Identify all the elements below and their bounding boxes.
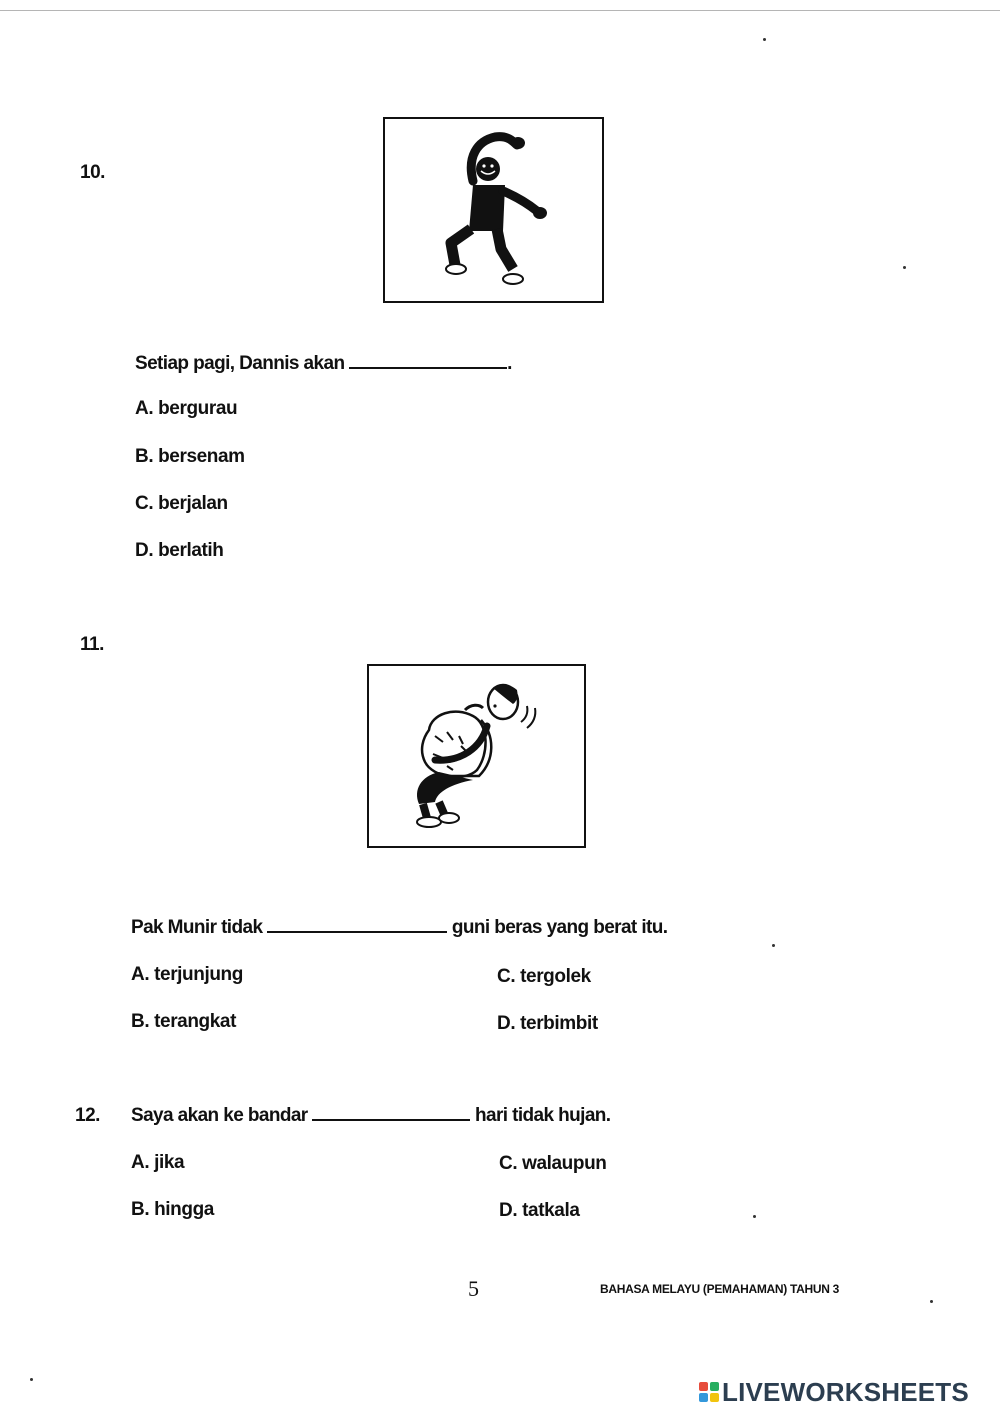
option-text: bersenam <box>158 446 245 467</box>
option-letter: C. <box>499 1153 518 1174</box>
option-letter: B. <box>131 1199 150 1220</box>
option-text: hingga <box>154 1199 214 1220</box>
option-text: terangkat <box>154 1011 237 1032</box>
stem-text-before: Pak Munir tidak <box>131 917 263 938</box>
option-d[interactable] <box>499 1200 580 1222</box>
stem-text-before: Saya akan ke bandar <box>131 1105 308 1126</box>
answer-blank[interactable] <box>312 1105 470 1121</box>
option-text: walaupun <box>522 1153 607 1174</box>
stem-text-after: guni beras yang berat itu. <box>451 917 668 938</box>
option-letter: A. <box>131 1152 150 1173</box>
answer-blank[interactable] <box>349 353 507 369</box>
option-letter: C. <box>135 493 154 514</box>
option-text: bergurau <box>158 398 238 419</box>
option-d[interactable] <box>497 1013 598 1035</box>
option-letter: B. <box>135 446 154 467</box>
option-c[interactable] <box>499 1153 607 1175</box>
option-a[interactable] <box>131 964 243 986</box>
option-text: terbimbit <box>520 1013 598 1034</box>
page-number: 5 <box>468 1276 479 1301</box>
logo-square <box>710 1393 719 1402</box>
option-letter: A. <box>131 964 150 985</box>
question-stem <box>131 1105 610 1127</box>
option-letter: D. <box>497 1013 516 1034</box>
man-lifting-sack-illustration <box>369 666 584 846</box>
stem-text-before: Setiap pagi, Dannis akan <box>135 353 345 374</box>
option-letter: D. <box>499 1200 518 1221</box>
liveworksheets-logo[interactable] <box>699 1372 969 1412</box>
scan-speck <box>753 1215 756 1218</box>
scan-speck <box>763 38 766 41</box>
stem-text-after: . <box>507 353 512 374</box>
option-text: jika <box>154 1152 185 1173</box>
scan-speck <box>930 1300 933 1303</box>
question-stem <box>131 917 667 939</box>
option-b[interactable] <box>131 1199 214 1221</box>
option-letter: B. <box>131 1011 150 1032</box>
scan-speck <box>903 266 906 269</box>
option-c[interactable] <box>497 966 591 988</box>
option-a[interactable] <box>131 1152 184 1174</box>
option-d[interactable] <box>135 540 224 562</box>
logo-square <box>710 1382 719 1391</box>
question-number: 11. <box>80 634 104 655</box>
stem-text-after: hari tidak hujan. <box>474 1105 611 1126</box>
answer-blank[interactable] <box>267 917 447 933</box>
scan-speck <box>772 944 775 947</box>
man-exercising-illustration <box>385 119 602 301</box>
question-stem <box>135 353 512 375</box>
question-number: 12. <box>75 1105 100 1126</box>
question-number: 10. <box>80 162 105 183</box>
brand-name: LIVEWORKSHEETS <box>722 1376 969 1407</box>
option-text: terjunjung <box>154 964 243 985</box>
liveworksheets-grid-icon <box>699 1382 719 1402</box>
exercise-picture <box>383 117 604 303</box>
option-text: tergolek <box>520 966 591 987</box>
option-c[interactable] <box>135 493 228 515</box>
option-letter: A. <box>135 398 154 419</box>
option-letter: D. <box>135 540 154 561</box>
option-b[interactable] <box>131 1011 236 1033</box>
option-a[interactable] <box>135 398 237 420</box>
option-text: berlatih <box>158 540 224 561</box>
lifting-picture <box>367 664 586 848</box>
scan-speck <box>30 1378 33 1381</box>
option-letter: C. <box>497 966 516 987</box>
top-border-line <box>0 10 1000 11</box>
footer-title: BAHASA MELAYU (PEMAHAMAN) TAHUN 3 <box>600 1282 839 1296</box>
option-text: tatkala <box>522 1200 580 1221</box>
logo-square <box>699 1382 708 1391</box>
option-b[interactable] <box>135 446 245 468</box>
logo-square <box>699 1393 708 1402</box>
option-text: berjalan <box>158 493 228 514</box>
